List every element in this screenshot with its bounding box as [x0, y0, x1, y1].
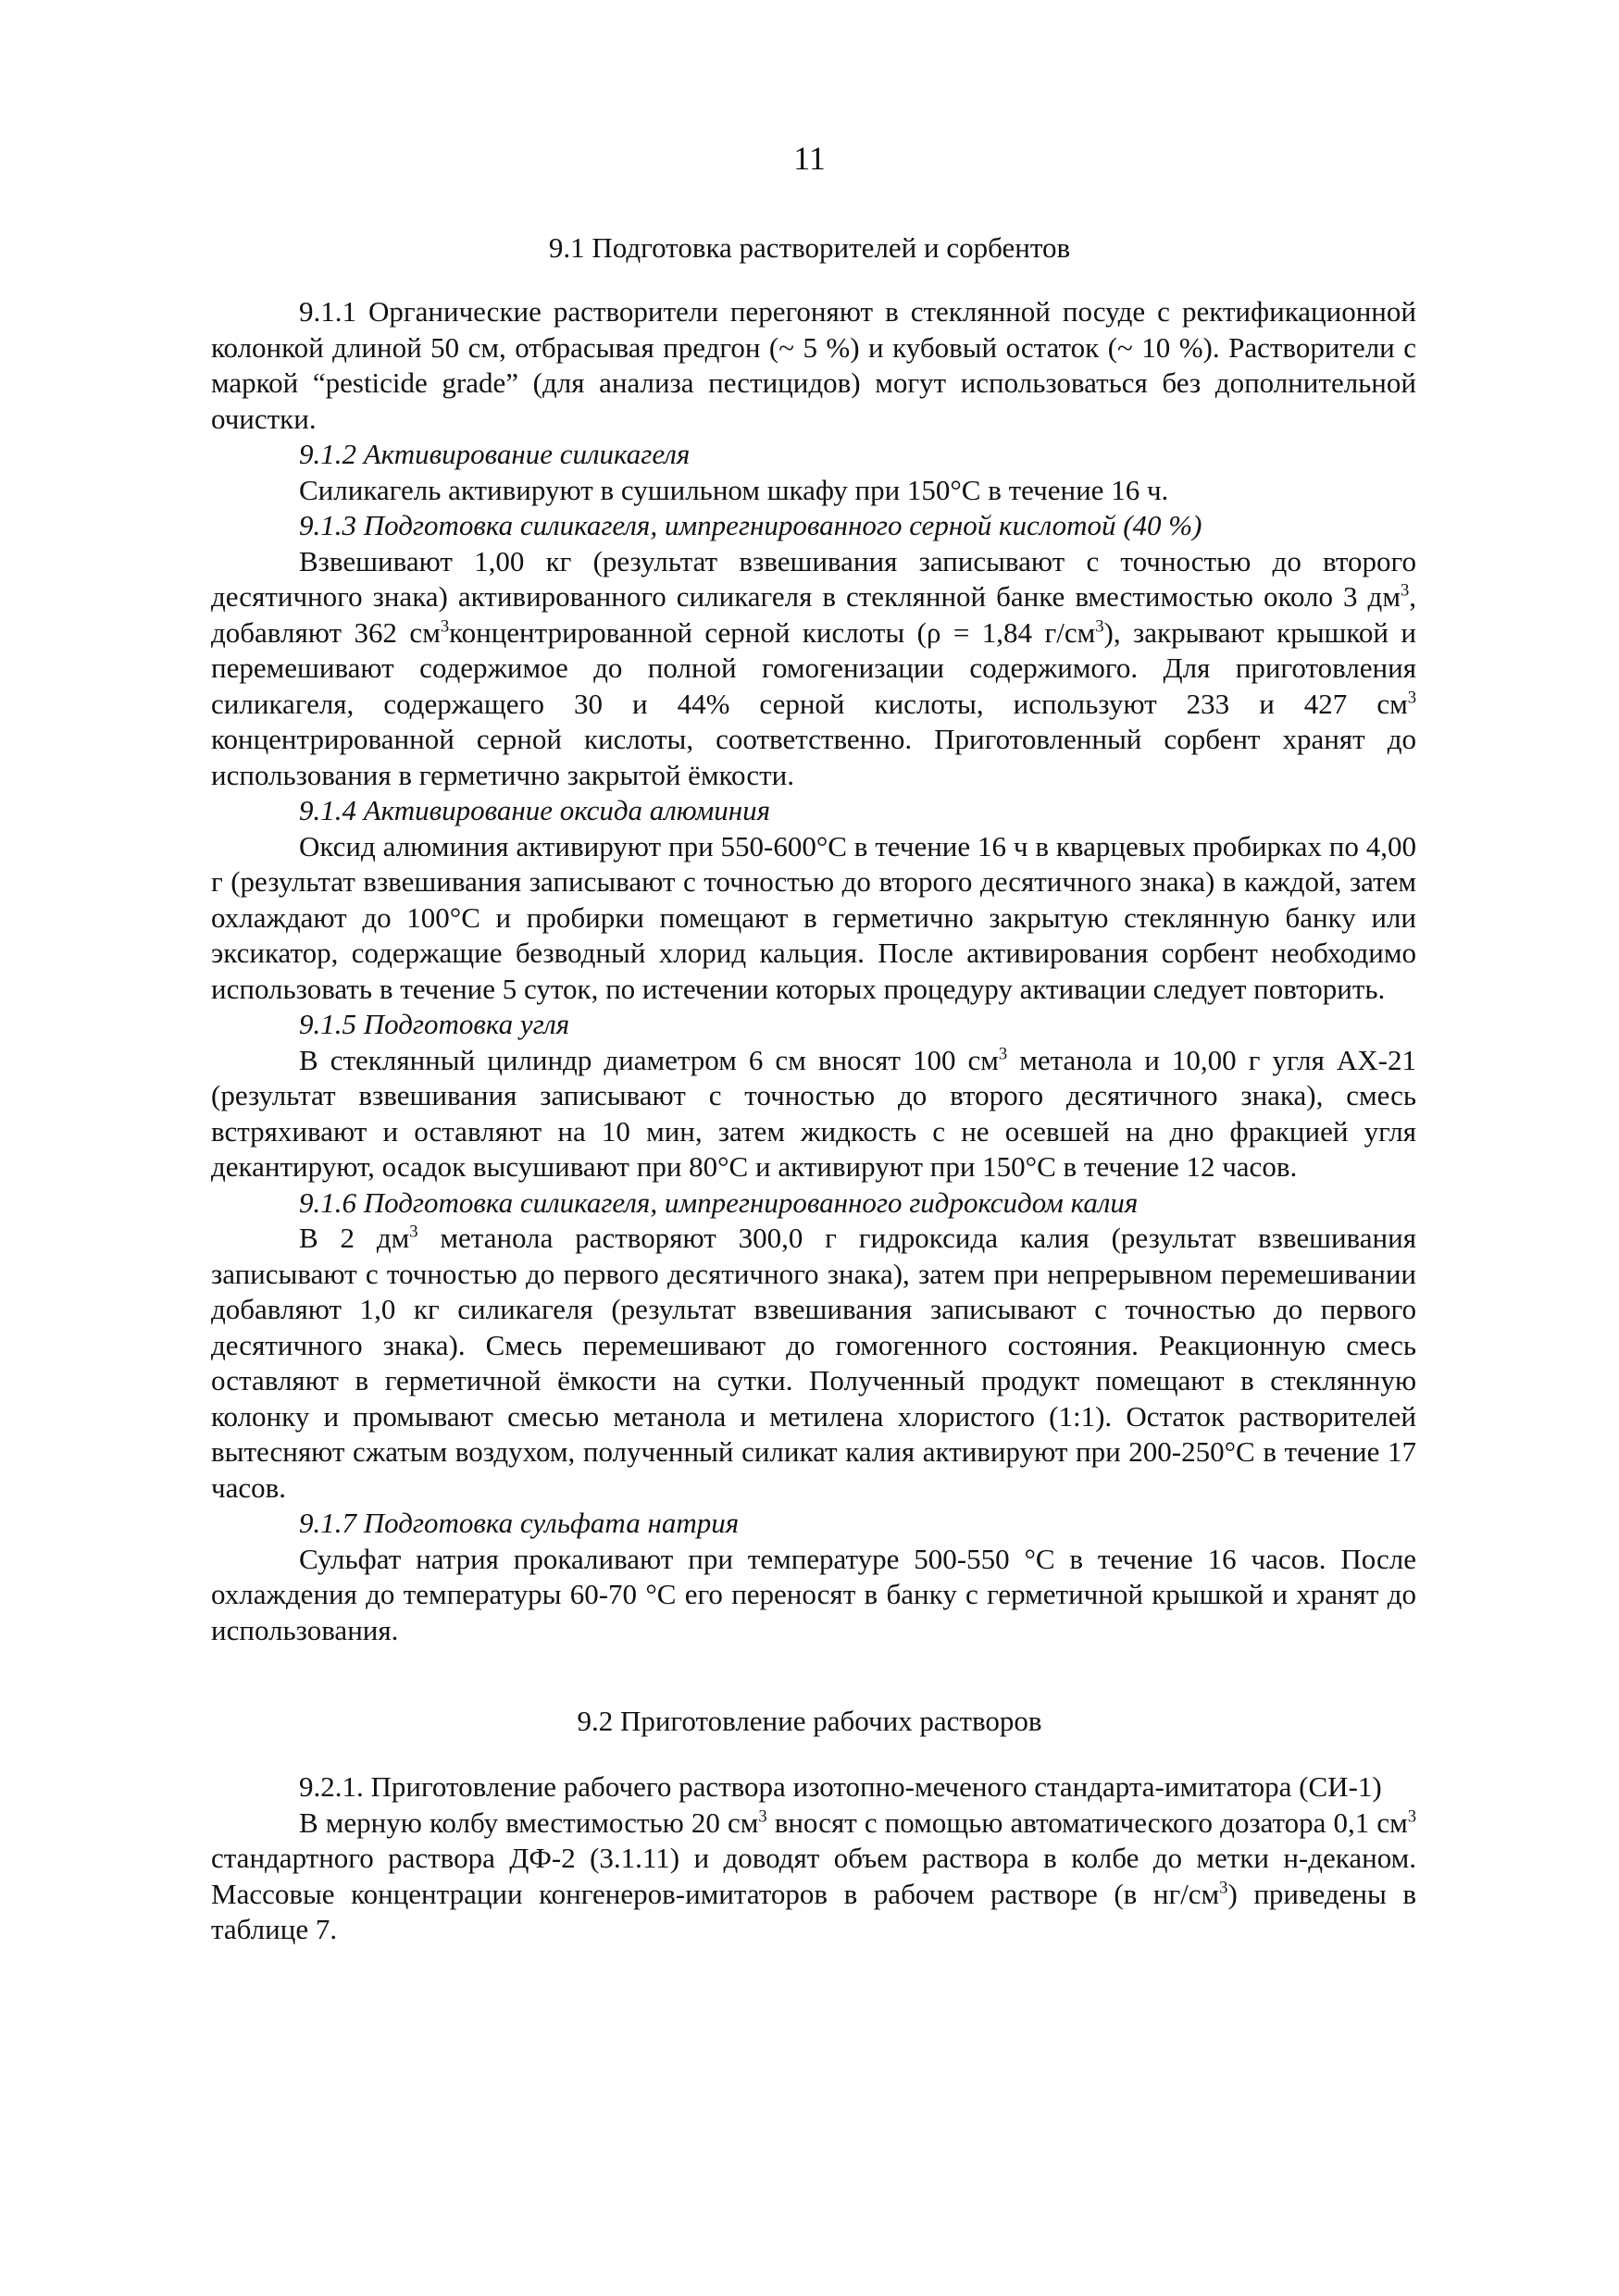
text-run: В 2 дм: [299, 1222, 410, 1254]
subheading-9-1-7: 9.1.7 Подготовка сульфата натрия: [299, 1507, 740, 1539]
superscript: 3: [1400, 580, 1410, 601]
superscript: 3: [1095, 616, 1104, 637]
superscript: 3: [758, 1806, 767, 1827]
section-9-2-body: [211, 1769, 1416, 1948]
paragraph-9-1-5: [211, 1043, 1416, 1185]
text-run: стандартного раствора ДФ-2 (3.1.11) и доводят объем раствора в колбе до метки н-деканом. Массовые концентрации конгенеров-имитаторов в рабочем растворе (в нг/см: [211, 1842, 1416, 1910]
paragraph-9-1-3: [211, 544, 1416, 794]
superscript: 3: [998, 1044, 1008, 1064]
superscript: 3: [440, 616, 450, 637]
paragraph-9-1-1: 9.1.1 Органические растворители перегоняют в стеклянной посуде с ректификационной колонкой длиной 50 см, отбрасывая предгон (~ 5 %) и кубовый остаток (~ 10 %). Растворители с маркой “pesticide grade” (для анализа пестицидов) могут использоваться без дополнительной очистки.: [211, 295, 1416, 435]
section-9-2-title: 9.2 Приготовление рабочих растворов: [577, 1705, 1042, 1737]
subheading-9-1-2: 9.1.2 Активирование силикагеля: [299, 438, 691, 470]
text-run: В мерную колбу вместимостью 20 см: [299, 1806, 759, 1839]
superscript: 3: [409, 1222, 418, 1242]
paragraph-9-1-6: [211, 1221, 1416, 1506]
section-9-1-body: [211, 294, 1416, 1648]
text-run: концентрированной серной кислоты, соответственно. Приготовленный сорбент хранят до использования в герметично закрытой ёмкости.: [211, 723, 1416, 791]
paragraph-9-1-2: Силикагель активируют в сушильном шкафу при 150°С в течение 16 ч.: [299, 473, 1169, 506]
subheading-9-1-4: 9.1.4 Активирование оксида алюминия: [299, 794, 771, 826]
section-9-1-title: 9.1 Подготовка растворителей и сорбентов: [548, 231, 1071, 264]
paragraph-9-2-1: [211, 1806, 1416, 1948]
text-run: Взвешивают 1,00 кг (результат взвешивания записывают с точностью до второго десятичного знака) активированного силикагеля в стеклянной банке вместимостью около 3 дм: [211, 544, 1416, 613]
text-run: ) приведены в таблице 7.: [211, 1877, 1416, 1945]
text-run: В стеклянный цилиндр диаметром 6 см вносят 100 см: [299, 1043, 999, 1076]
page-number: 11: [793, 140, 826, 177]
text-run: метанола растворяют 300,0 г гидроксида калия (результат взвешивания записывают с точностью до первого десятичного знака), затем при непрерывном перемешивании добавляют 1,0 кг силикагеля (результат взвешивания записывают с точностью до первого десятичного знака). Смесь перемешивают до гомогенного состояния. Реакционную смесь оставляют в герметичной ёмкости на сутки. Полученный продукт помещают в стеклянную колонку и промывают смесью метанола и метилена хлористого (1:1). Остаток растворителей вытесняют сжатым воздухом, полученный силикат калия активируют при 200-250°С в течение 17 часов.: [211, 1222, 1416, 1504]
superscript: 3: [1407, 688, 1416, 708]
subheading-9-1-6: 9.1.6 Подготовка силикагеля, импрегнированного гидроксидом калия: [299, 1185, 1139, 1219]
text-run: вносят с помощью автоматического дозатора 0,1 см: [766, 1806, 1408, 1839]
paragraph-9-1-4: Оксид алюминия активируют при 550-600°С в течение 16 ч в кварцевых пробирках по 4,00 г (результат взвешивания записывают с точностью до второго десятичного знака) в каждой, затем охлаждают до 100°С и пробирки помещают в герметично закрытую стеклянную банку или эксикатор, содержащие безводный хлорид кальция. После активирования сорбент необходимо использовать в течение 5 суток, по истечении которых процедуру активации следует повторить.: [211, 829, 1416, 1005]
text-run: , добавляют 362 см: [211, 580, 1416, 649]
text-run: концентрированной серной кислоты (ρ = 1,84 г/см: [449, 615, 1096, 649]
subheading-9-2-1: 9.2.1. Приготовление рабочего раствора изотопно-меченого стандарта-имитатора (СИ-1): [299, 1770, 1382, 1803]
text-run: ), закрывают крышкой и перемешивают содержимое до полной гомогенизации содержимого. Для приготовления силикагеля, содержащего 30 и 44% серной кислоты, используют 233 и 427 см: [211, 615, 1416, 720]
superscript: 3: [1407, 1806, 1417, 1827]
text-run: метанола и 10,00 г угля АХ-21 (результат взвешивания записывают с точностью до второго десятичного знака), смесь встряхивают и оставляют на 10 мин, затем жидкость с не осевшей на дно фракцией угля декантируют, осадок высушивают при 80°С и активируют при 150°С в течение 12 часов.: [211, 1043, 1416, 1183]
superscript: 3: [1219, 1878, 1228, 1898]
subheading-9-1-3: 9.1.3 Подготовка силикагеля, импрегнированного серной кислотой (40 %): [299, 509, 1202, 541]
paragraph-9-1-7: Сульфат натрия прокаливают при температуре 500-550 °С в течение 16 часов. После охлаждения до температуры 60-70 °С его переносят в банку с герметичной крышкой и хранят до использования.: [211, 1542, 1416, 1646]
subheading-9-1-5: 9.1.5 Подготовка угля: [299, 1008, 570, 1040]
